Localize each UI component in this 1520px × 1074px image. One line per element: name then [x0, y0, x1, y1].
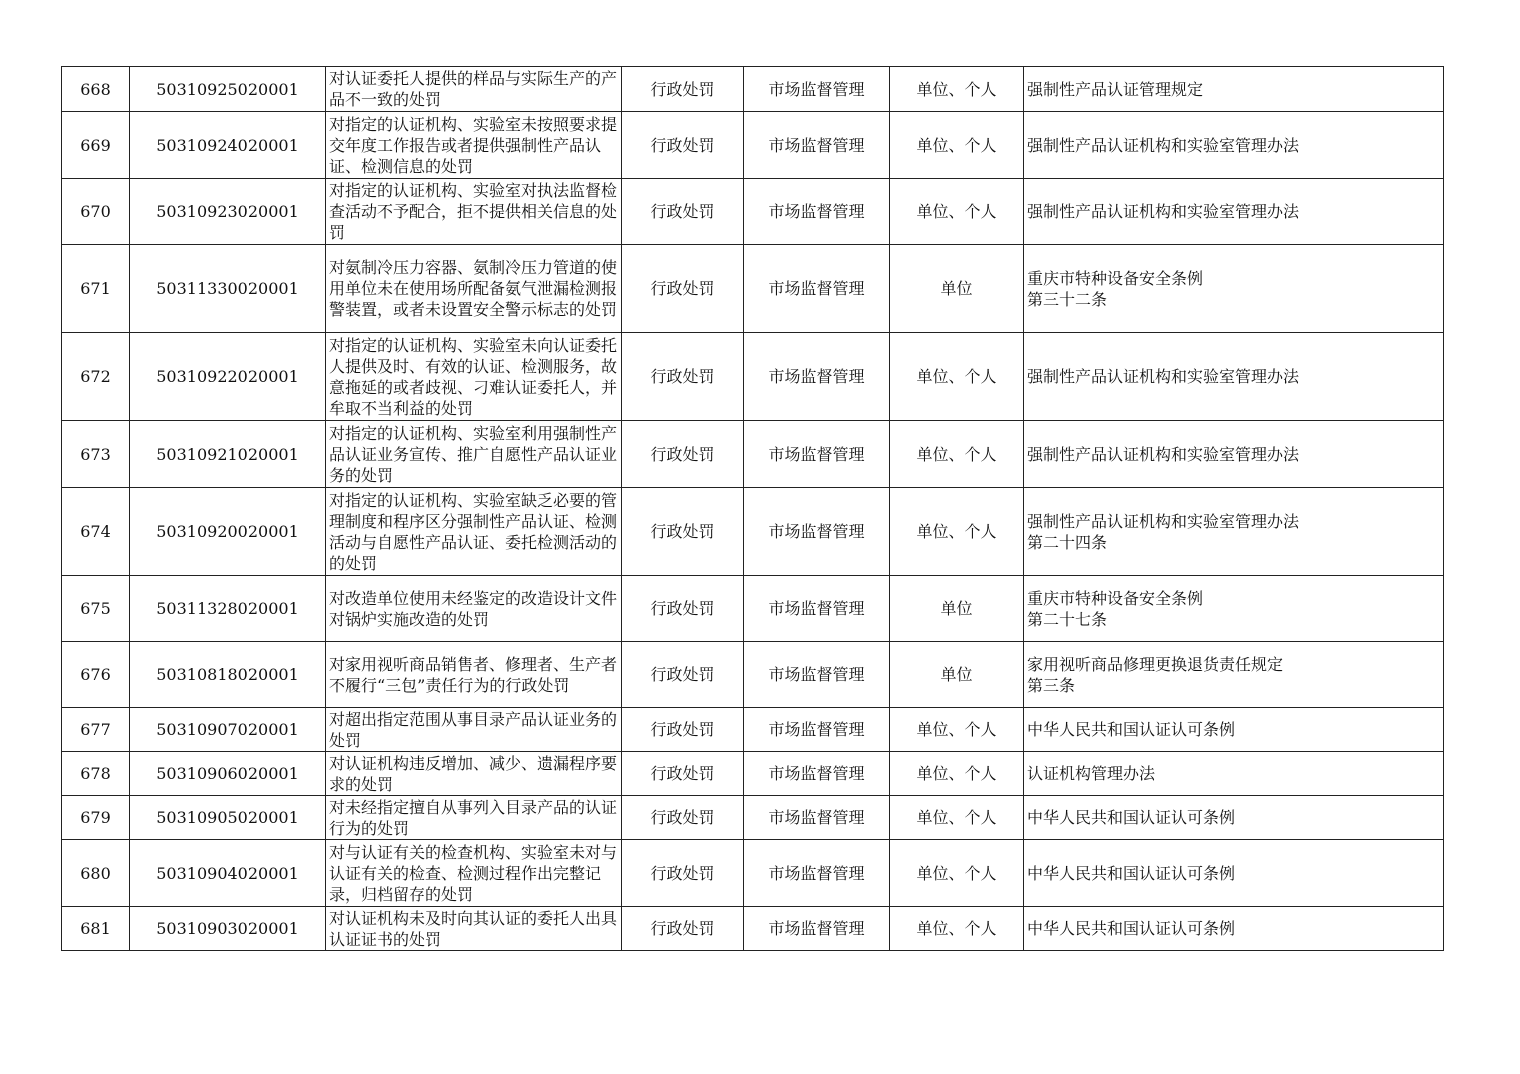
table-row [62, 333, 1444, 421]
item-department: 市场监督管理 [744, 245, 890, 333]
item-type: 行政处罚 [622, 576, 744, 642]
item-type: 行政处罚 [622, 179, 744, 245]
table-row [62, 840, 1444, 907]
item-code: 50310906020001 [130, 752, 326, 796]
row-number: 673 [62, 421, 130, 488]
item-code: 50310925020001 [130, 67, 326, 112]
item-type: 行政处罚 [622, 421, 744, 488]
item-department: 市场监督管理 [744, 112, 890, 179]
item-department: 市场监督管理 [744, 840, 890, 907]
item-department: 市场监督管理 [744, 907, 890, 951]
item-department: 市场监督管理 [744, 708, 890, 752]
row-number: 680 [62, 840, 130, 907]
table-row [62, 488, 1444, 576]
item-subject: 单位、个人 [890, 421, 1024, 488]
item-code: 50310924020001 [130, 112, 326, 179]
row-number: 672 [62, 333, 130, 421]
table-row [62, 796, 1444, 840]
item-subject: 单位 [890, 642, 1024, 708]
table-row [62, 421, 1444, 488]
row-number: 675 [62, 576, 130, 642]
item-code: 50310905020001 [130, 796, 326, 840]
penalty-items-table [61, 66, 1444, 951]
item-type: 行政处罚 [622, 840, 744, 907]
row-number: 676 [62, 642, 130, 708]
table-row [62, 67, 1444, 112]
item-code: 50310920020001 [130, 488, 326, 576]
basis-line: 重庆市特种设备安全条例 [1027, 268, 1204, 288]
item-department: 市场监督管理 [744, 752, 890, 796]
item-department: 市场监督管理 [744, 488, 890, 576]
item-basis [1024, 642, 1444, 708]
item-subject: 单位、个人 [890, 179, 1024, 245]
item-basis [1024, 112, 1444, 179]
item-subject: 单位、个人 [890, 67, 1024, 112]
item-basis [1024, 840, 1444, 907]
item-type: 行政处罚 [622, 907, 744, 951]
item-code: 50310904020001 [130, 840, 326, 907]
item-basis [1024, 752, 1444, 796]
table-row [62, 245, 1444, 333]
item-name: 对认证委托人提供的样品与实际生产的产品不一致的处罚 [326, 67, 622, 112]
item-name: 对认证机构未及时向其认证的委托人出具认证证书的处罚 [326, 907, 622, 951]
item-name: 对未经指定擅自从事列入目录产品的认证行为的处罚 [326, 796, 622, 840]
basis-line: 强制性产品认证机构和实验室管理办法 [1027, 367, 1300, 386]
item-subject: 单位、个人 [890, 333, 1024, 421]
item-type: 行政处罚 [622, 488, 744, 576]
basis-line: 强制性产品认证机构和实验室管理办法 [1027, 444, 1300, 464]
item-type: 行政处罚 [622, 752, 744, 796]
basis-article-line: 第二十七条 [1027, 609, 1108, 629]
item-name: 对认证机构违反增加、减少、遗漏程序要求的处罚 [326, 752, 622, 796]
item-code: 50311328020001 [130, 576, 326, 642]
item-code: 50310903020001 [130, 907, 326, 951]
row-number: 668 [62, 67, 130, 112]
item-basis [1024, 333, 1444, 421]
item-type: 行政处罚 [622, 708, 744, 752]
item-basis [1024, 488, 1444, 576]
basis-line: 强制性产品认证机构和实验室管理办法 [1027, 511, 1300, 531]
basis-line: 重庆市特种设备安全条例 [1027, 588, 1204, 608]
item-subject: 单位、个人 [890, 907, 1024, 951]
basis-line: 中华人民共和国认证认可条例 [1027, 720, 1236, 739]
item-basis [1024, 67, 1444, 112]
table-row [62, 179, 1444, 245]
basis-line: 认证机构管理办法 [1027, 764, 1156, 783]
basis-line: 强制性产品认证管理规定 [1027, 79, 1204, 99]
item-code: 50310818020001 [130, 642, 326, 708]
item-name: 对指定的认证机构、实验室缺乏必要的管理制度和程序区分强制性产品认证、检测活动与自愿性产品认证、委托检测活动的的处罚 [326, 488, 622, 576]
item-subject: 单位 [890, 576, 1024, 642]
item-basis [1024, 421, 1444, 488]
item-name: 对氨制冷压力容器、氨制冷压力管道的使用单位未在使用场所配备氨气泄漏检测报警装置，或者未设置安全警示标志的处罚 [326, 245, 622, 333]
item-subject: 单位、个人 [890, 796, 1024, 840]
basis-line: 中华人民共和国认证认可条例 [1027, 863, 1236, 883]
table-row [62, 907, 1444, 951]
item-basis [1024, 907, 1444, 951]
item-type: 行政处罚 [622, 112, 744, 179]
item-type: 行政处罚 [622, 333, 744, 421]
basis-article-line: 第三十二条 [1027, 289, 1108, 309]
item-code: 50310922020001 [130, 333, 326, 421]
basis-line: 强制性产品认证机构和实验室管理办法 [1027, 202, 1300, 221]
row-number: 678 [62, 752, 130, 796]
row-number: 674 [62, 488, 130, 576]
item-department: 市场监督管理 [744, 796, 890, 840]
item-department: 市场监督管理 [744, 642, 890, 708]
item-name: 对指定的认证机构、实验室利用强制性产品认证业务宣传、推广自愿性产品认证业务的处罚 [326, 421, 622, 488]
item-name: 对指定的认证机构、实验室未按照要求提交年度工作报告或者提供强制性产品认证、检测信息的处罚 [326, 112, 622, 179]
item-type: 行政处罚 [622, 245, 744, 333]
item-subject: 单位 [890, 245, 1024, 333]
table-row [62, 576, 1444, 642]
item-basis [1024, 576, 1444, 642]
item-name: 对指定的认证机构、实验室对执法监督检查活动不予配合，拒不提供相关信息的处罚 [326, 179, 622, 245]
table-row [62, 708, 1444, 752]
item-name: 对超出指定范围从事目录产品认证业务的处罚 [326, 708, 622, 752]
item-basis [1024, 796, 1444, 840]
item-subject: 单位、个人 [890, 708, 1024, 752]
table-row [62, 752, 1444, 796]
item-code: 50310907020001 [130, 708, 326, 752]
table-row [62, 642, 1444, 708]
row-number: 669 [62, 112, 130, 179]
table-row [62, 112, 1444, 179]
item-name: 对改造单位使用未经鉴定的改造设计文件对锅炉实施改造的处罚 [326, 576, 622, 642]
item-subject: 单位、个人 [890, 112, 1024, 179]
item-code: 50310921020001 [130, 421, 326, 488]
item-basis [1024, 708, 1444, 752]
item-type: 行政处罚 [622, 67, 744, 112]
row-number: 677 [62, 708, 130, 752]
basis-article-line: 第三条 [1027, 675, 1076, 695]
item-name: 对指定的认证机构、实验室未向认证委托人提供及时、有效的认证、检测服务，故意拖延的或者歧视、刁难认证委托人，并牟取不当利益的处罚 [326, 333, 622, 421]
basis-line: 强制性产品认证机构和实验室管理办法 [1027, 135, 1300, 155]
table-body [62, 67, 1444, 951]
item-basis [1024, 245, 1444, 333]
item-department: 市场监督管理 [744, 421, 890, 488]
row-number: 679 [62, 796, 130, 840]
basis-line: 中华人民共和国认证认可条例 [1027, 808, 1236, 827]
item-type: 行政处罚 [622, 642, 744, 708]
item-department: 市场监督管理 [744, 67, 890, 112]
item-name: 对与认证有关的检查机构、实验室未对与认证有关的检查、检测过程作出完整记录，归档留存的处罚 [326, 840, 622, 907]
row-number: 681 [62, 907, 130, 951]
item-basis [1024, 179, 1444, 245]
basis-line: 中华人民共和国认证认可条例 [1027, 919, 1236, 938]
item-department: 市场监督管理 [744, 576, 890, 642]
item-department: 市场监督管理 [744, 179, 890, 245]
item-subject: 单位、个人 [890, 488, 1024, 576]
item-code: 50310923020001 [130, 179, 326, 245]
item-name: 对家用视听商品销售者、修理者、生产者不履行“三包”责任行为的行政处罚 [326, 642, 622, 708]
basis-article-line: 第二十四条 [1027, 532, 1108, 552]
item-subject: 单位、个人 [890, 752, 1024, 796]
basis-line: 家用视听商品修理更换退货责任规定 [1027, 654, 1284, 674]
item-type: 行政处罚 [622, 796, 744, 840]
row-number: 670 [62, 179, 130, 245]
row-number: 671 [62, 245, 130, 333]
item-department: 市场监督管理 [744, 333, 890, 421]
item-code: 50311330020001 [130, 245, 326, 333]
item-subject: 单位、个人 [890, 840, 1024, 907]
